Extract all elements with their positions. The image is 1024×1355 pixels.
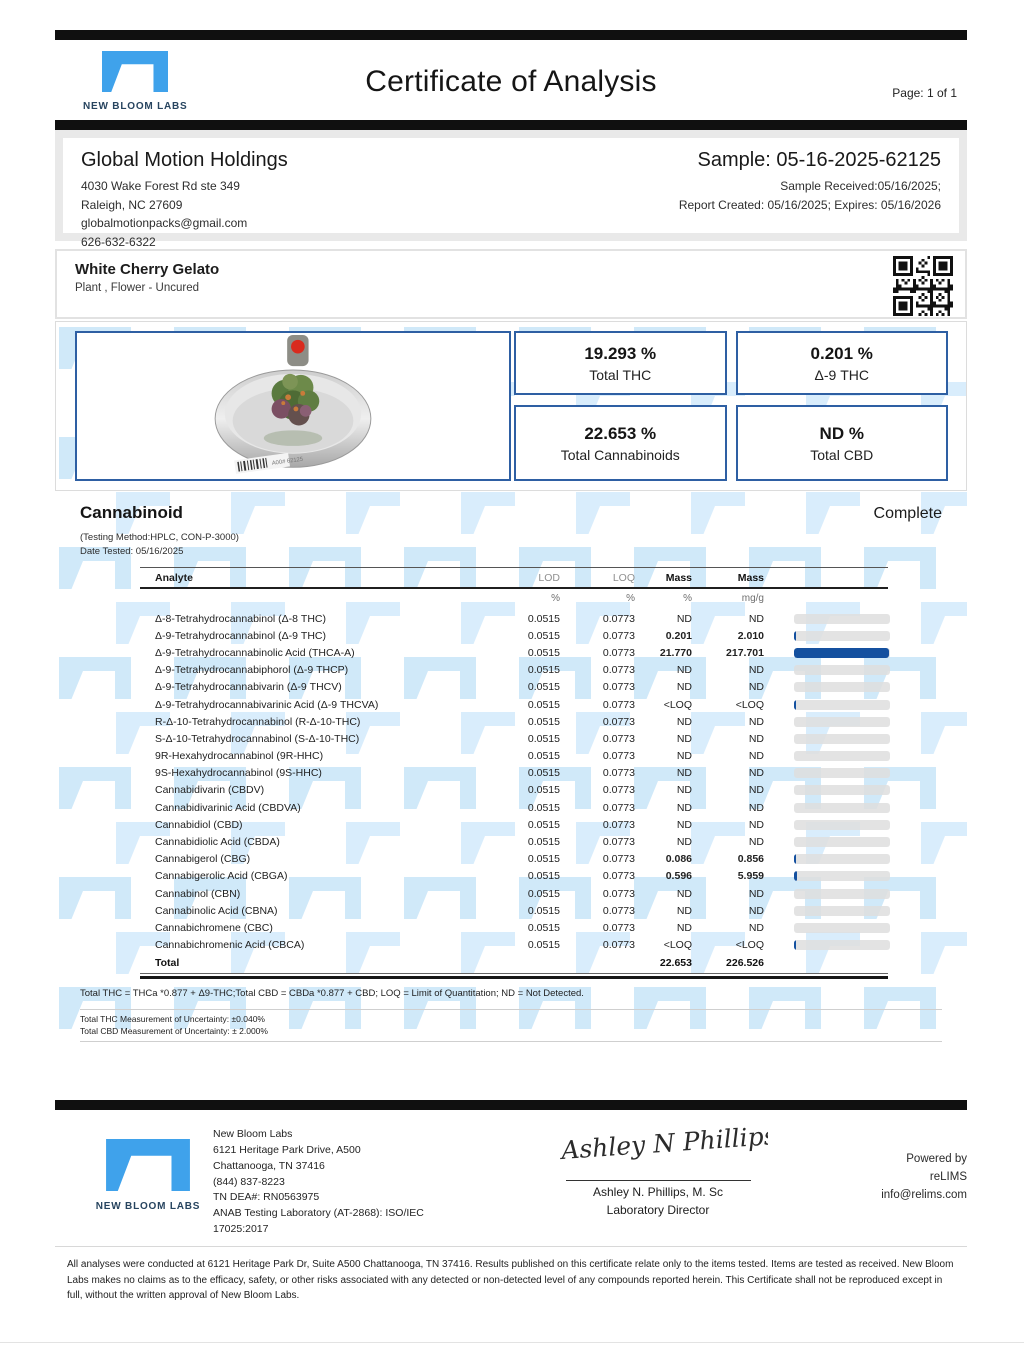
powered-by-block	[881, 1125, 967, 1236]
mass-bar-track	[794, 785, 890, 795]
mass-bar-fill	[794, 648, 889, 658]
signature-block	[533, 1125, 783, 1236]
mass-bar-fill	[794, 700, 796, 710]
result-label: Total Cannabinoids	[560, 446, 680, 463]
cbd-uncertainty: Total CBD Measurement of Uncertainty: ± 2.000%	[80, 1026, 268, 1037]
uncertainty-block	[80, 1009, 942, 1043]
footer-lab-logo	[55, 1125, 213, 1236]
page-title: Certificate of Analysis	[365, 65, 657, 98]
mass-bar-track	[794, 871, 890, 881]
svg-text:A00# 62125: A00# 62125	[271, 456, 304, 467]
client-name: Global Motion Holdings	[81, 149, 288, 171]
mass-bar-fill	[794, 940, 796, 950]
table-row: Cannabidiolic Acid (CBDA) 0.0515 0.0773 ND ND	[140, 833, 888, 850]
result-value: ND %	[819, 423, 864, 443]
mass-bar-track	[794, 803, 890, 813]
product-type: Plant , Flower - Uncured	[75, 282, 199, 294]
result-label: Total CBD	[810, 446, 874, 463]
table-row: Cannabigerolic Acid (CBGA) 0.0515 0.0773 0.596 5.959	[140, 868, 888, 885]
table-row: Δ-9-Tetrahydrocannabinol (Δ-9 THC) 0.0515 0.0773 0.201 2.010	[140, 627, 888, 644]
table-row: Cannabinolic Acid (CBNA) 0.0515 0.0773 ND ND	[140, 902, 888, 919]
lab-line: 6121 Heritage Park Drive, A500	[213, 1144, 361, 1157]
table-row: Cannabinol (CBN) 0.0515 0.0773 ND ND	[140, 885, 888, 902]
lab-logo-label: NEW BLOOM LABS	[95, 1201, 201, 1213]
result-box-total-cbd	[736, 405, 949, 481]
mass-bar-fill	[794, 631, 796, 641]
result-box-total-thc	[514, 331, 727, 395]
total-mass-pct: 22.653	[659, 956, 692, 969]
total-label: Total	[155, 956, 180, 969]
table-row: Δ-9-Tetrahydrocannabinolic Acid (THCA-A) 0.0515 0.0773 21.770 217.701	[140, 644, 888, 661]
table-row: 9S-Hexahydrocannabinol (9S-HHC) 0.0515 0.0773 ND ND	[140, 765, 888, 782]
report-created: Report Created: 05/16/2025; Expires: 05/16/2026	[678, 197, 941, 212]
mass-bar-track	[794, 768, 890, 778]
lab-line: New Bloom Labs	[213, 1128, 293, 1141]
mass-bar-track	[794, 648, 890, 658]
disclaimer-text: All analyses were conducted at 6121 Heritage Park Dr, Suite A500 Chattanooga, TN 37416. Results published on this certificate relate only to the items tested. Items are tested as received. New Bloom Labs makes no claims as to the efficacy, safety, or other risks associated with any detected or non-detected level of any compounds reported herein. This Certificate shall not be reproduced except in full, without the written approval of New Bloom Labs.	[67, 1259, 954, 1302]
mass-bar-track	[794, 717, 890, 727]
mass-bar-track	[794, 854, 890, 864]
result-box-d9-thc	[736, 331, 949, 395]
result-value: 0.201 %	[810, 343, 873, 363]
result-value: 19.293 %	[584, 343, 657, 363]
mass-bar-fill	[794, 854, 796, 864]
product-photo	[193, 333, 393, 479]
new-bloom-labs-logo-icon	[102, 51, 168, 92]
cannabinoid-section	[55, 491, 967, 1042]
table-total-row	[140, 954, 888, 974]
table-end-rule	[140, 976, 888, 979]
table-row: Δ-9-Tetrahydrocannabiphorol (Δ-9 THCP) 0.0515 0.0773 ND ND	[140, 662, 888, 679]
watermark-zone	[55, 321, 967, 1042]
relims-email: info@relims.com	[881, 1189, 967, 1201]
table-row: Δ-8-Tetrahydrocannabinol (Δ-8 THC) 0.0515 0.0773 ND ND	[140, 610, 888, 627]
footer-rule	[55, 1100, 967, 1110]
table-row: S-Δ-10-Tetrahydrocannabinol (S-Δ-10-THC) 0.0515 0.0773 ND ND	[140, 730, 888, 747]
calculation-footnote: Total THC = THCa *0.877 + Δ9-THC;Total CBD = CBDa *0.877 + CBD; LOQ = Limit of Quantitation; ND = Not Detected.	[80, 987, 584, 999]
page-bottom-rule	[0, 1342, 1024, 1343]
mass-bar-track	[794, 837, 890, 847]
table-row: Δ-9-Tetrahydrocannabivarinic Acid (Δ-9 THCVA) 0.0515 0.0773 <LOQ <LOQ	[140, 696, 888, 713]
col-lod: LOD	[538, 572, 560, 584]
mass-bar-track	[794, 889, 890, 899]
product-card	[55, 249, 967, 319]
client-phone: 626-632-6322	[81, 234, 156, 249]
client-card	[63, 138, 959, 249]
results-grid	[514, 331, 948, 481]
qr-code	[893, 256, 953, 316]
page-number: Page: 1 of 1	[892, 86, 957, 100]
testing-method: (Testing Method:HPLC, CON-P-3000)	[80, 532, 239, 543]
lab-logo-label: NEW BLOOM LABS	[83, 101, 188, 112]
result-label: Total THC	[589, 366, 652, 383]
table-row: Δ-9-Tetrahydrocannabivarin (Δ-9 THCV) 0.0515 0.0773 ND ND	[140, 679, 888, 696]
col-mass-mg: Mass	[737, 572, 764, 584]
table-row: R-Δ-10-Tetrahydrocannabinol (R-Δ-10-THC) 0.0515 0.0773 ND ND	[140, 713, 888, 730]
mass-bar-track	[794, 906, 890, 916]
top-rule	[55, 30, 967, 40]
result-label: Δ-9 THC	[814, 366, 869, 383]
lab-address-block	[213, 1125, 473, 1236]
table-header-row	[140, 568, 888, 589]
results-band	[55, 321, 967, 491]
table-units-row: % % % mg/g	[551, 593, 764, 604]
cannabinoid-table	[140, 567, 888, 979]
col-mass-pct: Mass	[665, 572, 692, 584]
lab-line: Chattanooga, TN 37416	[213, 1159, 325, 1172]
sample-id: Sample: 05-16-2025-62125	[697, 149, 941, 171]
mass-bar-fill	[794, 871, 797, 881]
new-bloom-labs-logo-icon	[106, 1139, 190, 1191]
table-row: 9R-Hexahydrocannabinol (9R-HHC) 0.0515 0.0773 ND ND	[140, 748, 888, 765]
signature-script: Ashley N Phillips	[560, 1125, 768, 1166]
client-email: globalmotionpacks@gmail.com	[81, 216, 248, 231]
product-photo-box	[75, 331, 511, 481]
table-row: Cannabichromenic Acid (CBCA) 0.0515 0.0773 <LOQ <LOQ	[140, 937, 888, 954]
mass-bar-track	[794, 614, 890, 624]
col-analyte: Analyte	[155, 572, 193, 584]
section-status: Complete	[873, 505, 942, 522]
table-row: Cannabigerol (CBG) 0.0515 0.0773 0.086 0.856	[140, 851, 888, 868]
signature-line	[566, 1180, 751, 1181]
mass-bar-track	[794, 682, 890, 692]
sample-info	[679, 149, 941, 222]
lab-logo	[83, 51, 188, 112]
powered-by-line: Powered by	[906, 1153, 967, 1166]
thc-uncertainty: Total THC Measurement of Uncertainty: ±0.040%	[80, 1013, 265, 1024]
total-mass-mg: 226.526	[726, 956, 764, 969]
lab-line: (844) 837-8223	[213, 1175, 285, 1188]
relims-label: reLIMS	[929, 1171, 967, 1184]
cannabinoid-table-body	[140, 610, 888, 954]
header	[55, 40, 967, 120]
signature-image	[548, 1125, 768, 1175]
certificate-page	[0, 30, 1024, 1355]
signatory-title: Laboratory Director	[606, 1203, 710, 1218]
table-row: Cannabidiol (CBD) 0.0515 0.0773 ND ND	[140, 816, 888, 833]
mass-bar-track	[794, 665, 890, 675]
table-row: Cannabichromene (CBC) 0.0515 0.0773 ND ND	[140, 919, 888, 936]
product-name: White Cherry Gelato	[75, 261, 220, 278]
section-title: Cannabinoid	[80, 503, 183, 522]
client-info	[81, 149, 288, 249]
result-box-total-cannabinoids	[514, 405, 727, 481]
mass-bar-track	[794, 940, 890, 950]
mass-bar-track	[794, 751, 890, 761]
mass-bar-track	[794, 700, 890, 710]
mass-bar-track	[794, 923, 890, 933]
mass-bar-track	[794, 820, 890, 830]
result-value: 22.653 %	[584, 423, 657, 443]
table-row: Cannabidivarinic Acid (CBDVA) 0.0515 0.0773 ND ND	[140, 799, 888, 816]
lab-line: TN DEA#: RN0563975	[213, 1191, 320, 1204]
signatory-name: Ashley N. Phillips, M. Sc	[592, 1185, 724, 1200]
mass-bar-track	[794, 734, 890, 744]
client-band	[55, 130, 967, 249]
lab-line: 17025:2017	[213, 1222, 269, 1235]
date-tested: Date Tested: 05/16/2025	[80, 546, 184, 557]
footer	[55, 1110, 967, 1236]
table-row: Cannabidivarin (CBDV) 0.0515 0.0773 ND ND	[140, 782, 888, 799]
client-address-line1: 4030 Wake Forest Rd ste 349	[81, 179, 240, 193]
sample-received: Sample Received:05/16/2025;	[780, 179, 941, 193]
col-loq: LOQ	[612, 572, 635, 584]
lab-line: ANAB Testing Laboratory (AT-2868): ISO/IEC	[213, 1207, 424, 1220]
mass-bar-track	[794, 631, 890, 641]
client-address-line2: Raleigh, NC 27609	[81, 197, 183, 212]
